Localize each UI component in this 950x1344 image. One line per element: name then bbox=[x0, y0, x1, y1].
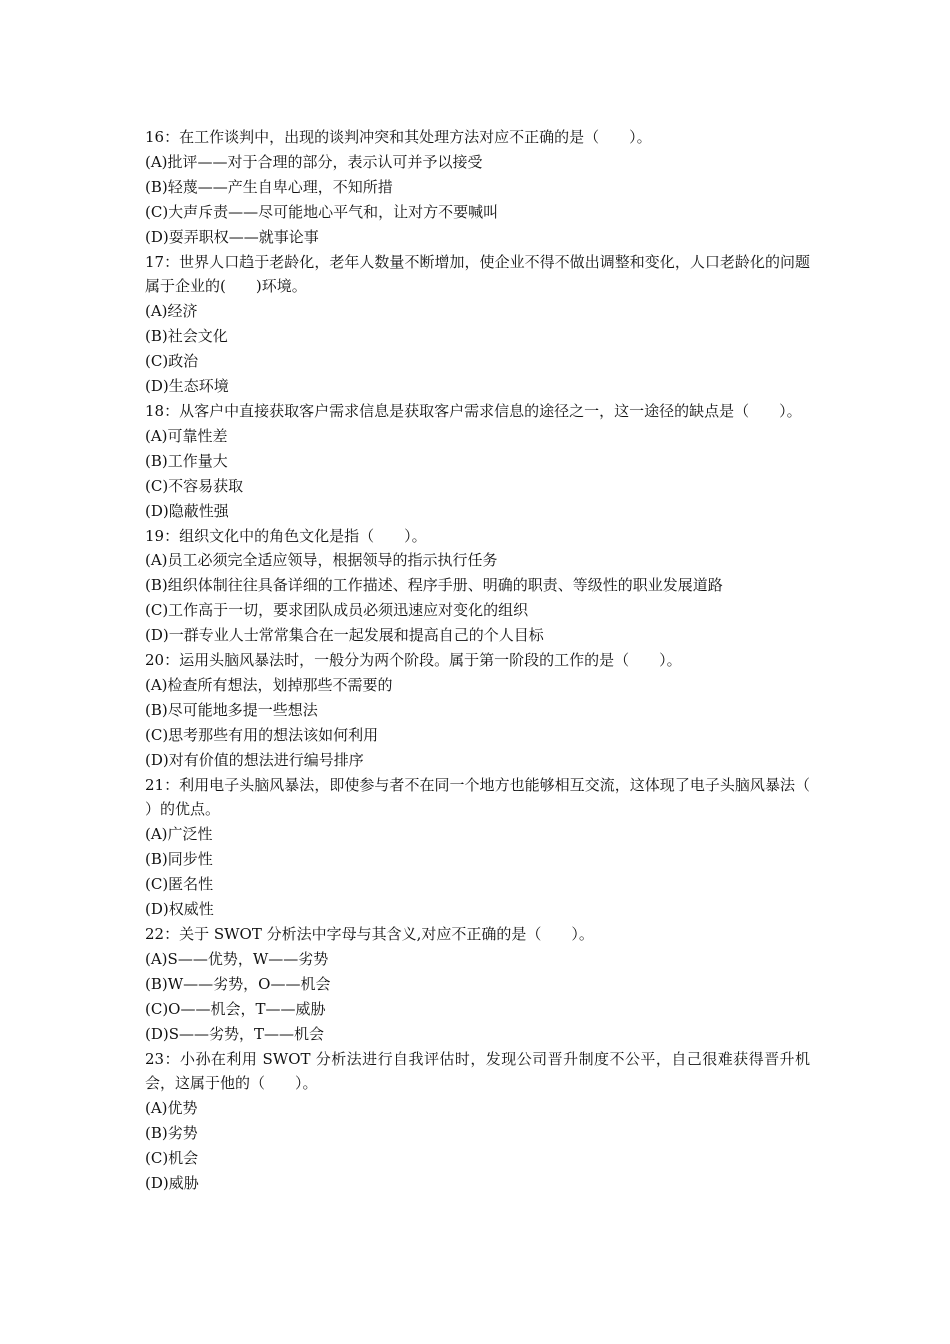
option-b: (B)劣势 bbox=[145, 1124, 198, 1143]
option-d: (D)生态环境 bbox=[145, 377, 229, 396]
question-stem: 18：从客户中直接获取客户需求信息是获取客户需求信息的途径之一，这一途径的缺点是（ ）。 bbox=[145, 401, 802, 420]
option-c: (C)不容易获取 bbox=[145, 476, 244, 495]
option-d: (D)S——劣势，T——机会 bbox=[145, 1024, 325, 1043]
option-a: (A)S——优势，W——劣势 bbox=[145, 949, 329, 968]
option-a: (A)广泛性 bbox=[145, 825, 213, 844]
question-stem: 23：小孙在利用 SWOT 分析法进行自我评估时，发现公司晋升制度不公平，自己很难获得晋升机会，这属于他的（ ）。 bbox=[145, 1049, 810, 1093]
question-stem: 19：组织文化中的角色文化是指（ ）。 bbox=[145, 526, 427, 545]
option-c: (C)机会 bbox=[145, 1149, 199, 1168]
option-b: (B)社会文化 bbox=[145, 327, 228, 346]
option-b: (B)尽可能地多提一些想法 bbox=[145, 700, 318, 719]
question-stem: 16：在工作谈判中，出现的谈判冲突和其处理方法对应不正确的是（ ）。 bbox=[145, 128, 652, 146]
option-d: (D)耍弄职权——就事论事 bbox=[145, 227, 319, 246]
option-d: (D)一群专业人士常常集合在一起发展和提高自己的个人目标 bbox=[145, 626, 544, 645]
question-stem: 21：利用电子头脑风暴法，即使参与者不在同一个地方也能够相互交流，这体现了电子头脑风暴法（ ）的优点。 bbox=[145, 775, 841, 819]
question-stem: 22：关于 SWOT 分析法中字母与其含义,对应不正确的是（ ）。 bbox=[145, 925, 594, 943]
option-b: (B)组织体制往往具备详细的工作描述、程序手册、明确的职责、等级性的职业发展道路 bbox=[145, 576, 723, 595]
option-b: (B)轻蔑——产生自卑心理，不知所措 bbox=[145, 177, 393, 196]
option-a: (A)检查所有想法，划掉那些不需要的 bbox=[145, 675, 393, 694]
question-19 bbox=[145, 524, 810, 649]
question-21 bbox=[145, 773, 841, 922]
question-16 bbox=[145, 125, 810, 250]
option-d: (D)权威性 bbox=[145, 900, 214, 919]
option-b: (B)W——劣势，O——机会 bbox=[145, 974, 331, 993]
option-a: (A)员工必须完全适应领导，根据领导的指示执行任务 bbox=[145, 551, 498, 570]
option-d: (D)隐蔽性强 bbox=[145, 501, 229, 520]
option-c: (C)思考那些有用的想法该如何利用 bbox=[145, 725, 379, 744]
option-b: (B)同步性 bbox=[145, 850, 213, 869]
document-page bbox=[145, 125, 841, 1196]
option-c: (C)政治 bbox=[145, 352, 199, 371]
option-c: (C)匿名性 bbox=[145, 875, 214, 894]
question-stem: 17：世界人口趋于老龄化，老年人数量不断增加，使企业不得不做出调整和变化，人口老龄化的问题属于企业的( )环境。 bbox=[145, 252, 810, 296]
option-a: (A)批评——对于合理的部分，表示认可并予以接受 bbox=[145, 152, 483, 171]
option-a: (A)可靠性差 bbox=[145, 426, 228, 445]
option-d: (D)威胁 bbox=[145, 1174, 199, 1193]
option-d: (D)对有价值的想法进行编号排序 bbox=[145, 750, 364, 769]
option-a: (A)经济 bbox=[145, 302, 198, 321]
option-c: (C)工作高于一切，要求团队成员必须迅速应对变化的组织 bbox=[145, 601, 529, 620]
option-b: (B)工作量大 bbox=[145, 451, 228, 470]
option-a: (A)优势 bbox=[145, 1099, 198, 1118]
question-20 bbox=[145, 648, 810, 773]
option-c: (C)O——机会，T——威胁 bbox=[145, 999, 326, 1018]
question-stem: 20：运用头脑风暴法时，一般分为两个阶段。属于第一阶段的工作的是（ ）。 bbox=[145, 651, 682, 670]
option-c: (C)大声斥责——尽可能地心平气和，让对方不要喊叫 bbox=[145, 202, 499, 221]
question-22 bbox=[145, 922, 810, 1047]
question-18 bbox=[145, 399, 810, 524]
question-17 bbox=[145, 250, 810, 399]
question-23 bbox=[145, 1047, 810, 1196]
